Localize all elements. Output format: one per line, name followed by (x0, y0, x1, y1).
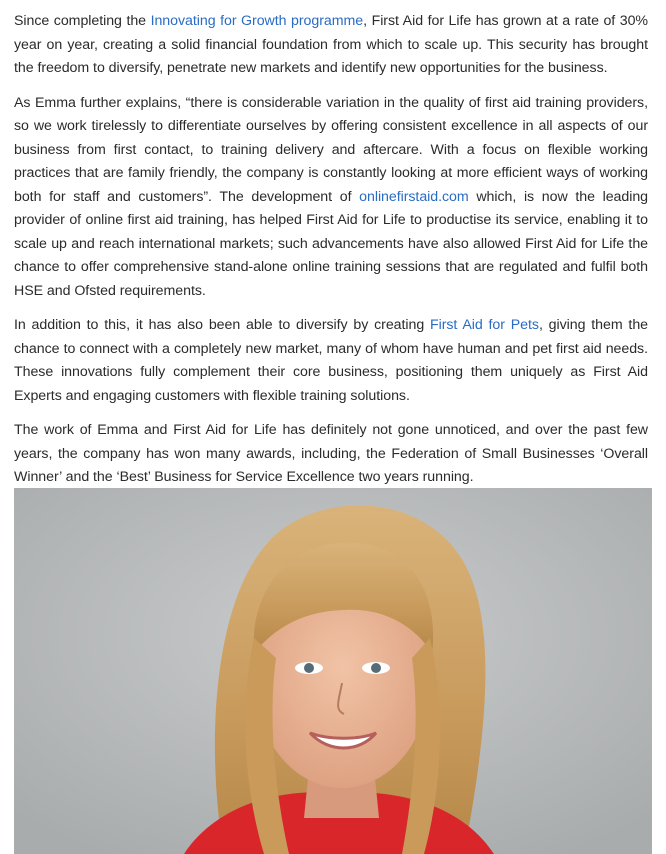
paragraph-4: The work of Emma and First Aid for Life has definitely not gone unnoticed, and over the past few years, the company has won many awards, including, the Federation of Small Businesses ‘Overall Winner’ and the ‘Best’ Business for Service Excellence two years running. (14, 422, 648, 485)
innovating-for-growth-link[interactable]: Innovating for Growth programme (150, 13, 364, 29)
paragraph-2: As Emma further explains, “there is considerable variation in the quality of first aid training providers, so we work tirelessly to differentiate ourselves by offering consistent excellence in all aspects of our business from first contact, to training delivery and aftercare. With a focus on flexible working practices that are family friendly, the company is constantly looking at more efficient ways of working both for staff and customers”. The development of onlinefirstaid.com which, is now the leading provider of online first aid training, has helped First Aid for Life to productise its service, enabling it to scale up and reach international markets; such advancements have also allowed First Aid for Life the chance to offer comprehensive stand-alone online training sessions that are regulated and fulfil both HSE and Ofsted requirements. (14, 94, 649, 299)
portrait-photo (14, 488, 652, 854)
first-aid-for-pets-link[interactable]: First Aid for Pets (430, 317, 539, 333)
paragraph-1: Since completing the Innovating for Growth programme, First Aid for Life has grown at a rate of 30% year on year, creating a solid financial foundation from which to scale up. This security has brought the freedom to diversify, penetrate new markets and identify new opportunities for the business. (14, 13, 648, 76)
portrait-illustration (14, 488, 652, 854)
onlinefirstaid-link[interactable]: onlinefirstaid.com (359, 188, 469, 205)
paragraph-3: In addition to this, it has also been able to diversify by creating First Aid for Pets, giving them the chance to connect with a completely new market, many of whom have human and pet first aid needs. These innovations fully complement their core business, positioning them uniquely as First Aid Experts and engaging customers with flexible training solutions. (14, 317, 649, 404)
article-body (14, 10, 648, 490)
